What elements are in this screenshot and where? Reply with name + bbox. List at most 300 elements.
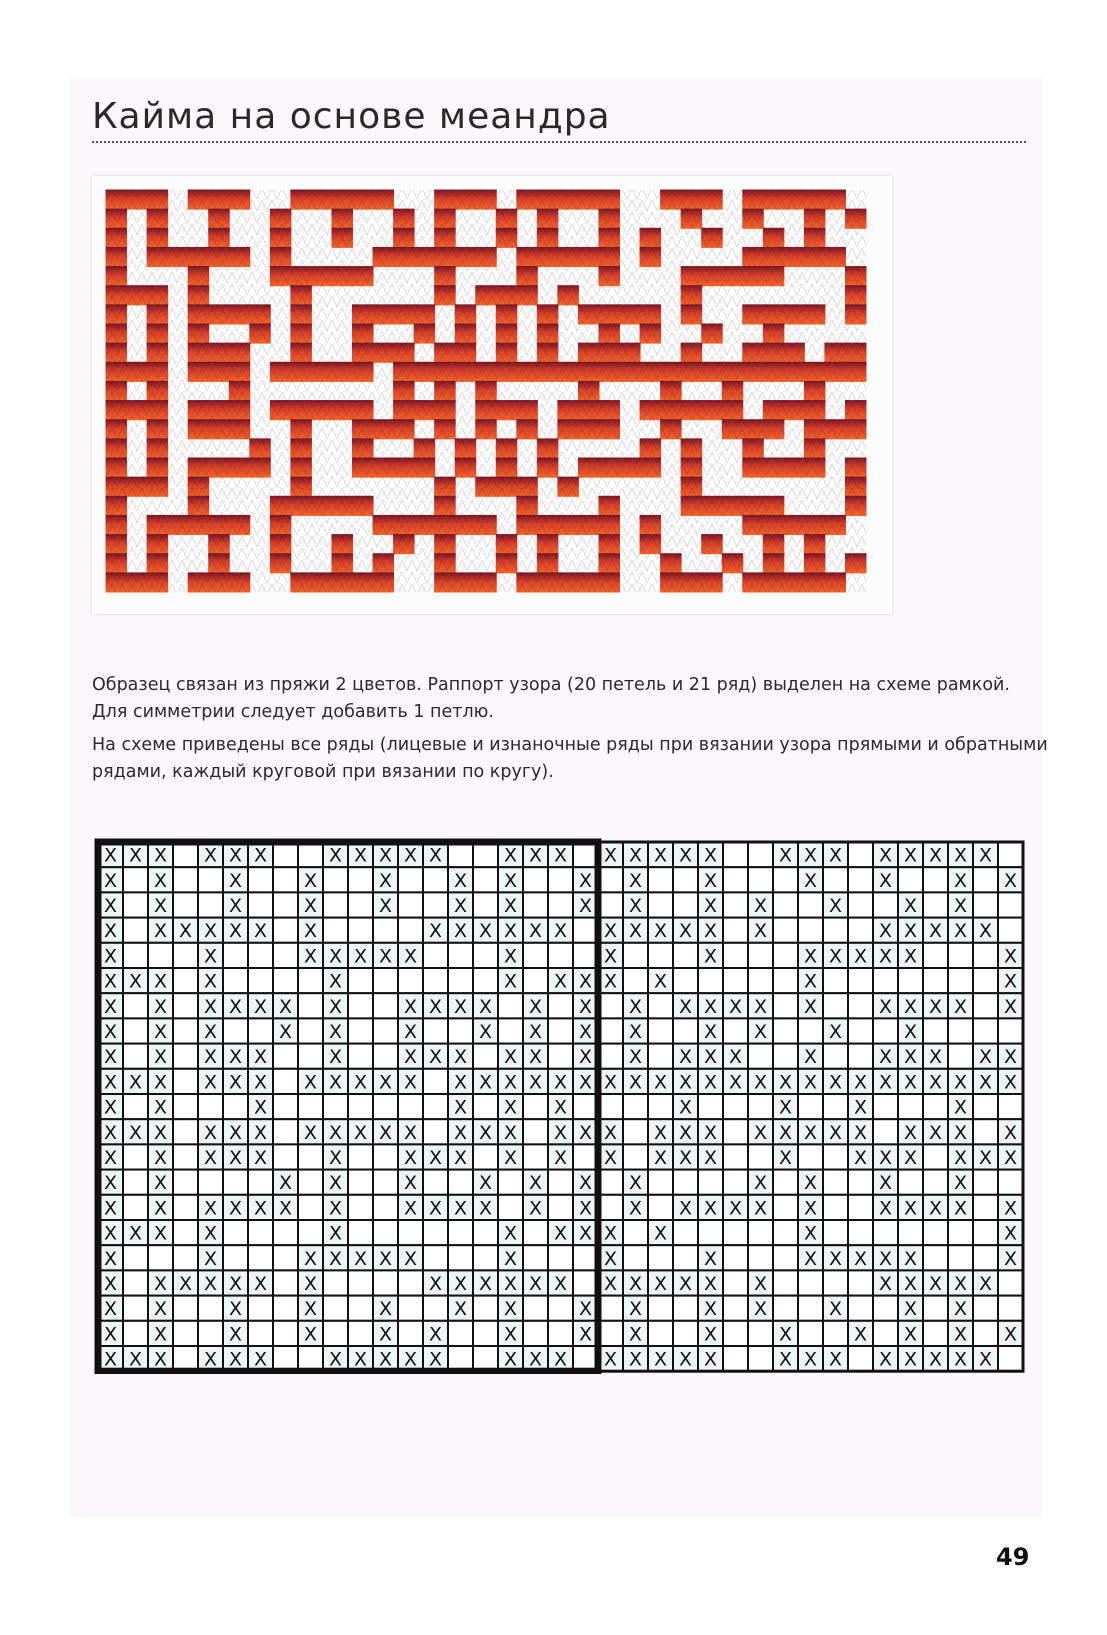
- chart-symbol: X: [803, 1046, 818, 1069]
- chart-symbol: X: [153, 1197, 168, 1220]
- chart-cell-main: [748, 1144, 773, 1169]
- knitted-sample-image: [92, 176, 892, 614]
- chart-cell-contrast: [673, 1270, 698, 1295]
- chart-cell-contrast: [273, 1195, 298, 1220]
- chart-cell-main: [898, 867, 923, 892]
- chart-cell-main: [473, 1220, 498, 1245]
- chart-cell-main: [598, 867, 623, 892]
- chart-cell-contrast: [98, 842, 123, 867]
- chart-cell-main: [948, 1245, 973, 1270]
- chart-cell-main: [473, 1094, 498, 1119]
- chart-cell-main: [623, 1220, 648, 1245]
- chart-cell-contrast: [498, 943, 523, 968]
- chart-cell-main: [973, 1245, 998, 1270]
- chart-symbol: X: [953, 1348, 968, 1371]
- chart-cell-main: [198, 1321, 223, 1346]
- chart-cell-main: [748, 1346, 773, 1371]
- chart-cell-main: [398, 892, 423, 917]
- chart-symbol: X: [103, 1121, 118, 1144]
- chart-cell-main: [448, 968, 473, 993]
- chart-cell-main: [248, 943, 273, 968]
- chart-cell-contrast: [898, 1270, 923, 1295]
- chart-cell-contrast: [548, 918, 573, 943]
- chart-symbol: X: [1003, 1323, 1018, 1346]
- chart-symbol: X: [1003, 1222, 1018, 1245]
- chart-cell-main: [548, 1245, 573, 1270]
- chart-symbol: X: [628, 844, 643, 867]
- chart-symbol: X: [228, 1071, 243, 1094]
- chart-symbol: X: [953, 1323, 968, 1346]
- chart-cell-contrast: [648, 1270, 673, 1295]
- chart-cell-contrast: [573, 1119, 598, 1144]
- chart-symbol: X: [903, 1247, 918, 1270]
- chart-cell-main: [848, 1170, 873, 1195]
- chart-symbol: X: [153, 1222, 168, 1245]
- chart-symbol: X: [253, 1096, 268, 1119]
- chart-cell-contrast: [948, 1119, 973, 1144]
- chart-cell-contrast: [423, 1195, 448, 1220]
- chart-cell-contrast: [223, 993, 248, 1018]
- chart-symbol: X: [853, 1121, 868, 1144]
- chart-cell-contrast: [248, 1094, 273, 1119]
- chart-symbol: X: [328, 1247, 343, 1270]
- chart-cell-main: [823, 968, 848, 993]
- chart-symbol: X: [228, 995, 243, 1018]
- chart-symbol: X: [303, 895, 318, 917]
- chart-symbol: X: [403, 844, 418, 867]
- chart-symbol: X: [203, 844, 218, 867]
- chart-symbol: X: [603, 1147, 618, 1169]
- chart-cell-contrast: [498, 892, 523, 917]
- chart-cell-main: [923, 867, 948, 892]
- chart-symbol: X: [978, 1046, 993, 1069]
- chart-cell-contrast: [148, 1220, 173, 1245]
- chart-cell-contrast: [248, 842, 273, 867]
- chart-symbol: X: [603, 1348, 618, 1371]
- chart-symbol: X: [728, 1046, 743, 1069]
- chart-cell-main: [773, 918, 798, 943]
- chart-cell-contrast: [373, 1296, 398, 1321]
- chart-cell-contrast: [998, 968, 1023, 993]
- chart-symbol: X: [928, 1071, 943, 1094]
- chart-symbol: X: [153, 895, 168, 917]
- chart-cell-contrast: [573, 867, 598, 892]
- chart-cell-contrast: [598, 1270, 623, 1295]
- chart-cell-main: [423, 1018, 448, 1043]
- chart-cell-contrast: [948, 1321, 973, 1346]
- chart-cell-main: [348, 892, 373, 917]
- chart-symbol: X: [953, 869, 968, 892]
- chart-symbol: X: [703, 1298, 718, 1321]
- chart-cell-contrast: [623, 867, 648, 892]
- chart-symbol: X: [628, 920, 643, 943]
- chart-symbol: X: [853, 1247, 868, 1270]
- chart-cell-main: [748, 1220, 773, 1245]
- chart-cell-contrast: [998, 1069, 1023, 1094]
- chart-symbol: X: [628, 1172, 643, 1195]
- chart-symbol: X: [878, 945, 893, 968]
- chart-cell-main: [573, 1144, 598, 1169]
- chart-cell-main: [173, 1195, 198, 1220]
- chart-cell-contrast: [623, 1018, 648, 1043]
- chart-cell-contrast: [398, 943, 423, 968]
- chart-symbol: X: [203, 1147, 218, 1169]
- chart-cell-contrast: [298, 918, 323, 943]
- chart-cell-main: [723, 1018, 748, 1043]
- chart-symbol: X: [703, 945, 718, 968]
- chart-symbol: X: [678, 844, 693, 867]
- chart-symbol: X: [578, 1222, 593, 1245]
- chart-cell-main: [173, 1069, 198, 1094]
- chart-symbol: X: [928, 1273, 943, 1295]
- chart-cell-main: [748, 968, 773, 993]
- chart-cell-main: [173, 943, 198, 968]
- chart-symbol: X: [103, 1046, 118, 1069]
- chart-symbol: X: [153, 1273, 168, 1295]
- chart-cell-main: [398, 1220, 423, 1245]
- chart-cell-contrast: [898, 842, 923, 867]
- chart-cell-contrast: [548, 1094, 573, 1119]
- chart-cell-main: [323, 867, 348, 892]
- chart-cell-main: [373, 968, 398, 993]
- chart-cell-main: [623, 1245, 648, 1270]
- chart-cell-main: [548, 1170, 573, 1195]
- chart-cell-contrast: [498, 968, 523, 993]
- chart-symbol: X: [503, 920, 518, 943]
- chart-cell-contrast: [223, 1144, 248, 1169]
- chart-cell-main: [798, 1321, 823, 1346]
- chart-cell-main: [873, 1018, 898, 1043]
- chart-symbol: X: [878, 1147, 893, 1169]
- chart-cell-contrast: [198, 1144, 223, 1169]
- chart-symbol: X: [278, 995, 293, 1018]
- chart-cell-main: [723, 968, 748, 993]
- chart-symbol: X: [103, 970, 118, 993]
- chart-symbol: X: [453, 1197, 468, 1220]
- chart-cell-contrast: [323, 1220, 348, 1245]
- chart-cell-contrast: [498, 918, 523, 943]
- chart-cell-contrast: [973, 918, 998, 943]
- description-paragraph-1: [92, 672, 1052, 726]
- chart-cell-main: [773, 867, 798, 892]
- chart-cell-main: [223, 1245, 248, 1270]
- chart-symbol: X: [803, 1071, 818, 1094]
- chart-cell-main: [373, 1270, 398, 1295]
- chart-cell-main: [723, 1119, 748, 1144]
- chart-cell-contrast: [948, 842, 973, 867]
- chart-cell-main: [123, 1296, 148, 1321]
- chart-cell-contrast: [573, 1220, 598, 1245]
- chart-symbol: X: [478, 1273, 493, 1295]
- chart-cell-contrast: [148, 918, 173, 943]
- chart-cell-main: [273, 1220, 298, 1245]
- chart-cell-contrast: [798, 1195, 823, 1220]
- chart-symbol: X: [453, 895, 468, 917]
- chart-cell-main: [698, 968, 723, 993]
- chart-cell-main: [898, 1220, 923, 1245]
- chart-cell-main: [698, 1094, 723, 1119]
- chart-cell-main: [873, 1321, 898, 1346]
- chart-cell-contrast: [273, 993, 298, 1018]
- chart-cell-contrast: [448, 918, 473, 943]
- chart-symbol: X: [453, 1298, 468, 1321]
- chart-symbol: X: [753, 1071, 768, 1094]
- chart-cell-contrast: [548, 1270, 573, 1295]
- chart-cell-contrast: [998, 1144, 1023, 1169]
- chart-cell-contrast: [823, 1069, 848, 1094]
- chart-symbol: X: [628, 1021, 643, 1043]
- chart-symbol: X: [803, 1247, 818, 1270]
- chart-cell-main: [398, 867, 423, 892]
- chart-cell-main: [648, 1044, 673, 1069]
- chart-cell-contrast: [223, 1044, 248, 1069]
- chart-cell-contrast: [498, 1044, 523, 1069]
- chart-symbol: X: [903, 895, 918, 917]
- chart-cell-contrast: [848, 1094, 873, 1119]
- chart-cell-main: [223, 1018, 248, 1043]
- chart-cell-main: [948, 1220, 973, 1245]
- chart-symbol: X: [353, 1071, 368, 1094]
- chart-symbol: X: [978, 1147, 993, 1169]
- chart-cell-main: [298, 1346, 323, 1371]
- chart-cell-main: [348, 1018, 373, 1043]
- chart-cell-contrast: [673, 1069, 698, 1094]
- chart-symbol: X: [578, 895, 593, 917]
- chart-cell-main: [773, 993, 798, 1018]
- chart-cell-main: [723, 867, 748, 892]
- chart-cell-main: [548, 1195, 573, 1220]
- chart-cell-contrast: [148, 1018, 173, 1043]
- chart-cell-main: [948, 943, 973, 968]
- chart-symbol: X: [653, 1121, 668, 1144]
- chart-symbol: X: [303, 945, 318, 968]
- chart-cell-contrast: [323, 1170, 348, 1195]
- chart-cell-main: [748, 867, 773, 892]
- chart-cell-main: [648, 1094, 673, 1119]
- chart-cell-contrast: [98, 1296, 123, 1321]
- chart-cell-main: [573, 1270, 598, 1295]
- chart-cell-main: [748, 1245, 773, 1270]
- chart-cell-contrast: [423, 1321, 448, 1346]
- chart-cell-main: [248, 1245, 273, 1270]
- chart-cell-contrast: [348, 842, 373, 867]
- chart-cell-contrast: [623, 1069, 648, 1094]
- chart-cell-contrast: [248, 1144, 273, 1169]
- chart-cell-main: [648, 943, 673, 968]
- chart-symbol: X: [253, 1197, 268, 1220]
- chart-cell-contrast: [98, 1245, 123, 1270]
- chart-symbol: X: [328, 970, 343, 993]
- chart-cell-contrast: [98, 1094, 123, 1119]
- chart-cell-contrast: [898, 1119, 923, 1144]
- chart-cell-main: [348, 1195, 373, 1220]
- chart-cell-contrast: [948, 867, 973, 892]
- chart-cell-main: [798, 1144, 823, 1169]
- chart-cell-main: [473, 867, 498, 892]
- chart-cell-main: [423, 1245, 448, 1270]
- chart-cell-main: [673, 867, 698, 892]
- chart-symbol: X: [828, 1247, 843, 1270]
- chart-symbol: X: [603, 1222, 618, 1245]
- chart-symbol: X: [953, 1298, 968, 1321]
- chart-cell-contrast: [298, 1069, 323, 1094]
- chart-cell-contrast: [848, 1069, 873, 1094]
- chart-cell-main: [473, 1044, 498, 1069]
- chart-cell-main: [673, 1018, 698, 1043]
- chart-cell-main: [623, 943, 648, 968]
- chart-cell-contrast: [573, 1195, 598, 1220]
- chart-symbol: X: [653, 920, 668, 943]
- chart-cell-main: [123, 1018, 148, 1043]
- chart-symbol: X: [328, 1046, 343, 1069]
- chart-cell-contrast: [223, 918, 248, 943]
- chart-symbol: X: [103, 1273, 118, 1295]
- chart-cell-contrast: [623, 1346, 648, 1371]
- chart-cell-main: [173, 1220, 198, 1245]
- chart-cell-main: [648, 993, 673, 1018]
- chart-symbol: X: [628, 869, 643, 892]
- chart-cell-contrast: [98, 1220, 123, 1245]
- chart-symbol: X: [578, 995, 593, 1018]
- chart-cell-contrast: [448, 1270, 473, 1295]
- chart-cell-main: [848, 968, 873, 993]
- chart-cell-main: [173, 1044, 198, 1069]
- chart-symbol: X: [328, 1121, 343, 1144]
- chart-symbol: X: [903, 945, 918, 968]
- chart-symbol: X: [703, 869, 718, 892]
- chart-cell-contrast: [673, 918, 698, 943]
- chart-symbol: X: [678, 1273, 693, 1295]
- chart-cell-contrast: [623, 1321, 648, 1346]
- chart-cell-main: [648, 1195, 673, 1220]
- chart-cell-main: [448, 842, 473, 867]
- chart-symbol: X: [103, 844, 118, 867]
- chart-cell-contrast: [723, 1044, 748, 1069]
- chart-cell-main: [273, 1069, 298, 1094]
- chart-symbol: X: [653, 1147, 668, 1169]
- chart-symbol: X: [428, 920, 443, 943]
- chart-cell-contrast: [473, 1069, 498, 1094]
- chart-symbol: X: [703, 1021, 718, 1043]
- chart-cell-main: [398, 968, 423, 993]
- chart-cell-main: [273, 1094, 298, 1119]
- chart-cell-main: [748, 842, 773, 867]
- chart-symbol: X: [203, 970, 218, 993]
- chart-cell-contrast: [948, 1346, 973, 1371]
- chart-symbol: X: [778, 1121, 793, 1144]
- chart-symbol: X: [153, 1147, 168, 1169]
- chart-cell-contrast: [698, 1195, 723, 1220]
- chart-cell-contrast: [548, 1144, 573, 1169]
- chart-cell-main: [848, 1270, 873, 1295]
- chart-cell-contrast: [823, 1296, 848, 1321]
- chart-cell-contrast: [148, 867, 173, 892]
- chart-symbol: X: [153, 869, 168, 892]
- chart-cell-main: [123, 1094, 148, 1119]
- chart-cell-contrast: [448, 1119, 473, 1144]
- chart-cell-contrast: [923, 842, 948, 867]
- chart-cell-main: [598, 993, 623, 1018]
- chart-cell-contrast: [123, 1069, 148, 1094]
- description-paragraph-2: [92, 732, 1052, 786]
- chart-symbol: X: [953, 1197, 968, 1220]
- chart-cell-main: [473, 1245, 498, 1270]
- chart-symbol: X: [128, 844, 143, 867]
- chart-symbol: X: [653, 1222, 668, 1245]
- chart-symbol: X: [903, 1046, 918, 1069]
- chart-symbol: X: [478, 1197, 493, 1220]
- chart-symbol: X: [953, 920, 968, 943]
- chart-cell-main: [823, 1321, 848, 1346]
- chart-symbol: X: [153, 1046, 168, 1069]
- chart-cell-main: [548, 1018, 573, 1043]
- chart-cell-main: [198, 1094, 223, 1119]
- chart-symbol: X: [478, 1021, 493, 1043]
- chart-symbol: X: [878, 920, 893, 943]
- chart-cell-main: [798, 1296, 823, 1321]
- chart-cell-contrast: [923, 1195, 948, 1220]
- chart-symbol: X: [1003, 1071, 1018, 1094]
- chart-cell-contrast: [98, 1069, 123, 1094]
- chart-cell-main: [398, 1321, 423, 1346]
- chart-symbol: X: [403, 1021, 418, 1043]
- chart-cell-main: [473, 842, 498, 867]
- chart-symbol: X: [578, 1071, 593, 1094]
- chart-symbol: X: [328, 995, 343, 1018]
- chart-cell-main: [248, 1018, 273, 1043]
- chart-cell-contrast: [748, 1018, 773, 1043]
- chart-cell-contrast: [848, 1321, 873, 1346]
- chart-symbol: X: [878, 1172, 893, 1195]
- chart-cell-main: [298, 993, 323, 1018]
- chart-cell-contrast: [248, 993, 273, 1018]
- chart-cell-main: [523, 867, 548, 892]
- chart-symbol: X: [828, 895, 843, 917]
- chart-symbol: X: [553, 1121, 568, 1144]
- chart-cell-main: [423, 1094, 448, 1119]
- chart-symbol: X: [403, 945, 418, 968]
- chart-cell-main: [723, 1170, 748, 1195]
- chart-cell-main: [123, 943, 148, 968]
- chart-symbol: X: [103, 1071, 118, 1094]
- chart-cell-main: [398, 918, 423, 943]
- chart-cell-contrast: [548, 968, 573, 993]
- chart-symbol: X: [553, 970, 568, 993]
- chart-cell-contrast: [323, 1195, 348, 1220]
- chart-symbol: X: [753, 995, 768, 1018]
- chart-cell-contrast: [923, 1069, 948, 1094]
- chart-cell-contrast: [248, 1346, 273, 1371]
- chart-symbol: X: [703, 895, 718, 917]
- chart-cell-main: [973, 867, 998, 892]
- chart-cell-main: [223, 968, 248, 993]
- chart-cell-contrast: [348, 1119, 373, 1144]
- chart-cell-main: [523, 1245, 548, 1270]
- chart-cell-contrast: [248, 918, 273, 943]
- chart-symbol: X: [578, 1121, 593, 1144]
- chart-cell-contrast: [323, 968, 348, 993]
- chart-symbol: X: [603, 970, 618, 993]
- chart-cell-contrast: [198, 1220, 223, 1245]
- chart-cell-main: [298, 968, 323, 993]
- chart-cell-main: [998, 1170, 1023, 1195]
- chart-cell-contrast: [123, 968, 148, 993]
- chart-symbol: X: [403, 1348, 418, 1371]
- chart-cell-contrast: [848, 943, 873, 968]
- chart-cell-main: [273, 918, 298, 943]
- chart-symbol: X: [678, 1147, 693, 1169]
- chart-cell-main: [248, 867, 273, 892]
